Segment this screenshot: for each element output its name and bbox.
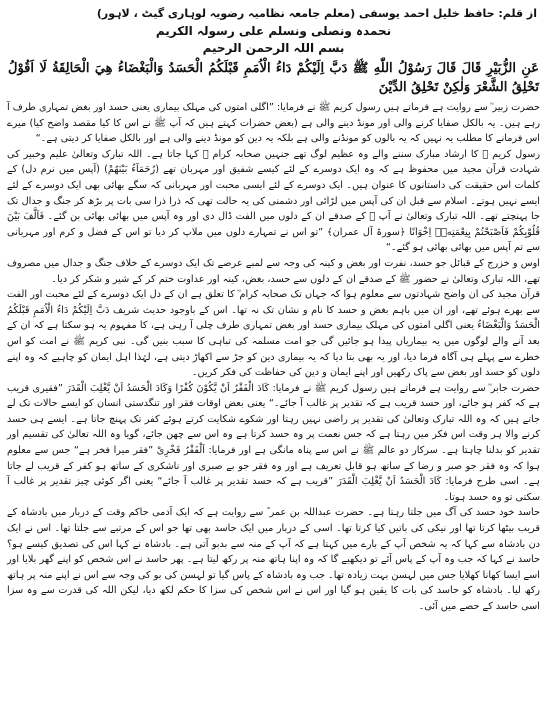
author-line: از قلم: حافظ خلیل احمد یوسفی (معلم جامعہ نظامیہ رضویہ لوہاری گیٹ ، لاہور) — [96, 7, 537, 20]
hadith-arabic-text: عَنِ الزُّبَيْرِ قَالَ قَالَ رَسُوْلُ اللّٰهِ ﷺ دَبَّ اِلَيْكُمْ دَاءُ الْاُمَمِ قَبْلَكُمُ الْحَسَدُ وَالْبَغْضَاءُ هِيَ الْحَالِقَةُ لَا اَقُوْلُ تَحْلِقُ الشَّعْرَ وَلٰكِنْ تَحْلِقُ الدِّيْنَ — [8, 61, 539, 95]
paragraph-1: حضرت زبیر ؓ سے روایت ہے فرماتے ہیں رسول کریم ﷺ نے فرمایا: ”اگلی امتوں کی مہلک بیماری یعنی حسد اور بغض تمہاری طرف آ رہے ہیں۔ یہ بالکل صفایا کرنے والی اور مونڈ دینے والی ہے (بعض حضرات کہتے ہیں کہ آپ ﷺ نے اس کا کیا مقصد واضح کیا) میرے اس فرمانے کا مطلب یہ نہیں کہ یہ بالوں کو مونڈنے والی ہے بلکہ یہ دین کو مونڈ دینے والی ہے اور بالکل صفایا کر دیتی ہے۔“ — [7, 102, 540, 145]
hamd-line: نحمدہ ونصلی ونسلم علی رسولہ الکریم — [155, 24, 392, 38]
paragraph-4: قرآن مجید کی ان واضح شہادتوں سے معلوم ہوا کہ جہاں تک صحابہ کرام ؓ کا تعلق ہے ان کے دل ایک دوسرے کے لئے محبت اور الفت سے بھرے ہوئے تھے، اور ان میں باہم بغض و حسد کا نام و نشان تک نہ تھا۔ اس کے باوجود حدیث شریف دَبَّ اِلَيْكُمْ دَاءُ الْاُمَمِ قَبْلَكُمُ الْحَسَدُ وَالْبَغْضَاءُ یعنی اگلی امتوں کی مہلک بیماری حسد اور بغض تمہاری طرف چلی آ رہی ہے، کا مفہوم یہ ہو سکتا ہے کہ ان کے بعد آنے والے لوگوں میں یہ بیماریاں پیدا ہو جائیں گی جو امت مسلمہ کی تباہی کا سبب بنیں گی۔ نبی کریم ﷺ نے امت کو اس خطرے سے پہلے ہی آگاہ فرما دیا، اور یہ بھی بتا دیا کہ یہ بیماری دین کو جڑ سے اکھاڑ دیتی ہے، لہٰذا اہل ایمان کو چاہیے کہ وہ اپنے دلوں کو حسد اور بغض سے پاک رکھیں اور اپنے ایمان و دین کی حفاظت کی فکر کریں۔ — [7, 289, 540, 379]
paragraph-3: اوس و خزرج کے قبائل جو حسد، نفرت اور بغض و کینہ کی وجہ سے لمبے عرصے تک ایک دوسرے کے خلاف جنگ و جدال میں مصروف تھے، اللہ تبارک وتعالیٰ نے حضور ﷺ کے صدقے ان کے دلوں سے حسد، بغض، کینہ اور عداوت ختم کر کے شیر و شکر کر دیا۔ — [7, 257, 540, 285]
article-page — [6, 6, 541, 714]
paragraph-2: رسول کریم ﷺ کا ارشاد مبارک سننے والے وہ عظیم لوگ تھے جنہیں صحابہ کرام ؓ کہا جاتا ہے۔ اللہ تبارک وتعالیٰ علیم وخبیر کی شہادت قرآن مجید میں محفوظ ہے کہ وہ ایک دوسرے کے لئے کیسے شفیق اور مہربان تھے (رُحَمَآءُ بَيْنَهُمْ) (آپس میں نرم دل) کے کلمات اس حقیقت کی داستانوں کا عنوان ہیں۔ ایک دوسرے کے لئے ایسی محبت اور مہربانی کہ سگے بھائی بھی ایک دوسرے کے لئے ایسے نہیں ہوتے۔ اسلام سے قبل ان کی آپس میں لڑائی اور دشمنی کی یہ حالت تھی کہ ذرا ذرا سی بات پر بڑھ کر جنگ و جدال تک جا پہنچتے تھے۔ اللہ تبارک وتعالیٰ نے آپ ﷺ کے صدقے ان کے دلوں میں الفت ڈال دی اور وہ آپس میں بھائی بھائی بن گئے۔ فَاَلَّفَ بَيْنَ قُلُوْبِكُمْ فَاَصْبَحْتُمْ بِنِعْمَتِهٖۤ اِخْوَانًا ﴿سورۃ آل عمران﴾ ”تو اس نے تمہارے دلوں میں ملاپ کر دیا تو اس کے فضل و کرم اور مہربانی سے تم آپس میں بھائی بھائی ہو گئے۔“ — [7, 148, 540, 254]
bismillah-line: بسم اللہ الرحمن الرحیم — [202, 41, 345, 55]
paragraph-6: حاسد خود حسد کی آگ میں جلتا رہتا ہے۔ حضرت عبداللہ بن عمر ؓ سے روایت ہے کہ ایک آدمی حاکم وقت کے دربار میں بادشاہ کے قریب بیٹھا کرتا تھا اور نیکی کی باتیں کیا کرتا تھا۔ اسی کے دربار میں ایک حاسد بھی تھا جو اس کے مرتبے سے جلتا تھا۔ اس نے ایک دن بادشاہ سے کہا کہ یہ شخص آپ کے بارے میں کہتا ہے کہ آپ کے منہ سے بدبو آتی ہے۔ بادشاہ نے کہا اس کی تصدیق کیسے ہو؟ حاسد نے کہا کہ جب وہ آپ کے پاس آئے تو دیکھیے گا کہ وہ اپنا ہاتھ منہ پر رکھ لیتا ہے۔ پھر حاسد نے اس شخص کو اپنے گھر بلایا اور اسے ایسا کھانا کھلایا جس میں لہسن بہت زیادہ تھا۔ جب وہ بادشاہ کے پاس گیا تو لہسن کی بو کی وجہ سے اس نے اپنے منہ پر ہاتھ رکھ لیا۔ بادشاہ کو حاسد کی بات کا یقین ہو گیا اور اس نے اس شخص کی سزا کا حکم لکھ دیا، لیکن اللہ کی قدرت سے وہ سزا اسی حاسد کے حصے میں آئی۔ — [7, 507, 540, 612]
paragraph-5: حضرت جابر ؓ سے روایت ہے فرماتے ہیں رسول کریم ﷺ نے فرمایا: كَادَ الْفَقْرُ اَنْ يَّكُوْنَ كُفْرًا وَكَادَ الْحَسَدُ اَنْ يَّغْلِبَ الْقَدَرَ ”فقیری قریب ہے کہ کفر ہو جائے، اور حسد قریب ہے کہ تقدیر پر غالب آ جائے۔“ یعنی بعض اوقات فقر اور تنگدستی انسان کو ایسے حالات تک لے جاتے ہیں کہ وہ اللہ تبارک وتعالیٰ کی تقدیر پر راضی نہیں رہتا اور شکوے شکایت کرتے ہوئے کفر تک پہنچ جاتا ہے۔ ایسے ہی حسد کرنے والا ہر وقت اس فکر میں رہتا ہے کہ جس نعمت پر وہ حسد کرتا ہے وہ اس سے چھن جائے، گویا وہ اللہ تعالیٰ کی تقسیم اور تقدیر کو بدلنا چاہتا ہے۔ سرکار دو عالم ﷺ نے اس سے پناہ مانگی ہے اور فرمایا: اَلْفَقْرُ فَخْرِیْ ”فقر میرا فخر ہے“ جس سے معلوم ہوا کہ وہ فقر جو صبر و رضا کے ساتھ ہو قابل تعریف ہے اور وہ فقر جو بے صبری اور ناشکری کے ساتھ ہو کفر کے قریب لے جاتا ہے۔ اسی طرح فرمایا: كَادَ الْحَسَدُ اَنْ يَّغْلِبَ الْقَدَرَ ”قریب ہے کہ حسد تقدیر پر غالب آ جائے“ یعنی اگر کوئی چیز تقدیر پر غالب آ سکتی تو وہ حسد ہوتا۔ — [7, 382, 540, 503]
